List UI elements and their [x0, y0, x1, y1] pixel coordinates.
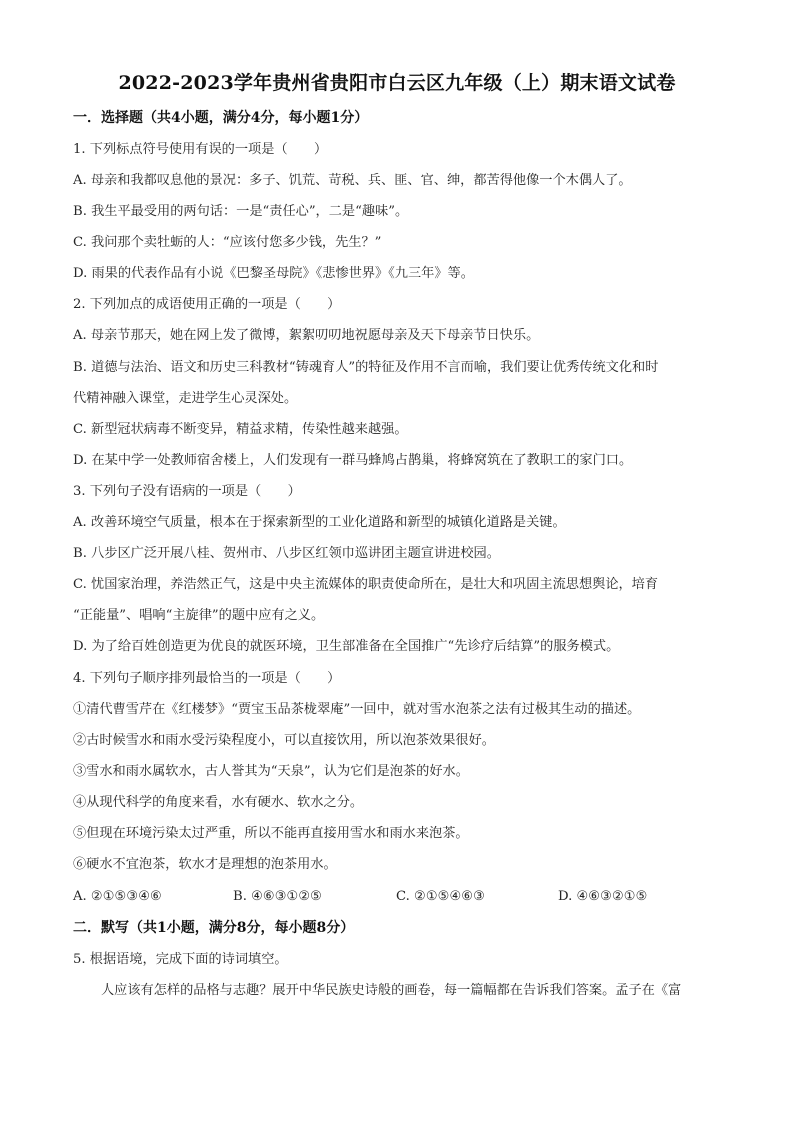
question-3-option-c-line2: “正能量”、唱响“主旋律”的题中应有之义。 [73, 608, 325, 623]
question-3-option-c-line1: C. 忧国家治理，养浩然正气，这是中央主流媒体的职责使命所在，是壮大和巩固主流思想舆论，培育 [73, 577, 659, 592]
question-2-option-c: C. 新型冠状病毒不断变异，精益求精，传染性越来越强。 [73, 422, 408, 437]
question-4-sentence-3: ③雪水和雨水属软水，古人誉其为“天泉”，认为它们是泡茶的好水。 [73, 764, 469, 779]
question-4-sentence-6: ⑥硬水不宜泡茶，软水才是理想的泡茶用水。 [73, 857, 337, 872]
question-2-option-d: D. 在某中学一处教师宿舍楼上，人们发现有一群马蜂鸠占鹊巢，将蜂窝筑在了教职工的家门口。 [73, 453, 633, 468]
question-1-stem: 1. 下列标点符号使用有误的一项是（ ） [73, 142, 328, 157]
question-2-option-b-line1: B. 道德与法治、语文和历史三科教材“铸魂育人”的特征及作用不言而喻，我们要让优秀传统文化和时 [73, 360, 659, 375]
question-4-option-d: D. ④⑥③②①⑤ [558, 889, 648, 904]
question-3-option-a: A. 改善环境空气质量，根本在于探索新型的工业化道路和新型的城镇化道路是关键。 [73, 515, 566, 530]
exam-title: 2022-2023学年贵州省贵阳市白云区九年级（上）期末语文试卷 [118, 72, 676, 94]
question-5-paragraph: 人应该有怎样的品格与志趣？展开中华民族史诗般的画卷，每一篇幅都在告诉我们答案。孟子在《富 [101, 983, 682, 998]
question-1-option-d: D. 雨果的代表作品有小说《巴黎圣母院》《悲惨世界》《九三年》等。 [73, 266, 474, 281]
section-heading-choice: 一．选择题（共4小题，满分4分，每小题1分） [73, 110, 369, 126]
question-5-stem: 5. 根据语境，完成下面的诗词填空。 [73, 952, 288, 967]
question-3-option-b: B. 八步区广泛开展八桂、贺州市、八步区红领巾巡讲团主题宣讲进校园。 [73, 546, 500, 561]
question-4-option-a: A. ②①⑤③④⑥ [73, 889, 162, 904]
question-3-option-d: D. 为了给百姓创造更为优良的就医环境，卫生部准备在全国推广“先诊疗后结算”的服务模式。 [73, 639, 620, 654]
question-2-option-a: A. 母亲节那天，她在网上发了微博，絮絮叨叨地祝愿母亲及天下母亲节日快乐。 [73, 328, 540, 343]
question-2-option-b-line2: 代精神融入课堂，走进学生心灵深处。 [73, 391, 298, 406]
question-4-sentence-5: ⑤但现在环境污染太过严重，所以不能再直接用雪水和雨水来泡茶。 [73, 826, 469, 841]
question-4-sentence-1: ①清代曹雪芹在《红楼梦》“贾宝玉品茶栊翠庵”一回中，就对雪水泡茶之法有过极其生动的描述。 [73, 702, 641, 717]
question-4-option-c: C. ②①⑤④⑥③ [396, 889, 485, 904]
question-4-option-b: B. ④⑥③①②⑤ [233, 889, 323, 904]
question-4-sentence-4: ④从现代科学的角度来看，水有硬水、软水之分。 [73, 795, 364, 810]
question-4-sentence-2: ②古时候雪水和雨水受污染程度小，可以直接饮用，所以泡茶效果很好。 [73, 733, 495, 748]
question-1-option-c: C. 我问那个卖牡蛎的人：“应该付您多少钱，先生？” [73, 235, 382, 250]
question-3-stem: 3. 下列句子没有语病的一项是（ ） [73, 484, 301, 499]
question-4-stem: 4. 下列句子顺序排列最恰当的一项是（ ） [73, 671, 341, 686]
question-1-option-b: B. 我生平最受用的两句话：一是“责任心”，二是“趣味”。 [73, 204, 409, 219]
section-heading-dictation: 二．默写（共1小题，满分8分，每小题8分） [73, 920, 355, 936]
question-1-option-a: A. 母亲和我都叹息他的景况：多子、饥荒、苛税、兵、匪、官、绅，都苦得他像一个木偶人了。 [73, 173, 632, 188]
question-2-stem: 2. 下列加点的成语使用正确的一项是（ ） [73, 297, 341, 312]
